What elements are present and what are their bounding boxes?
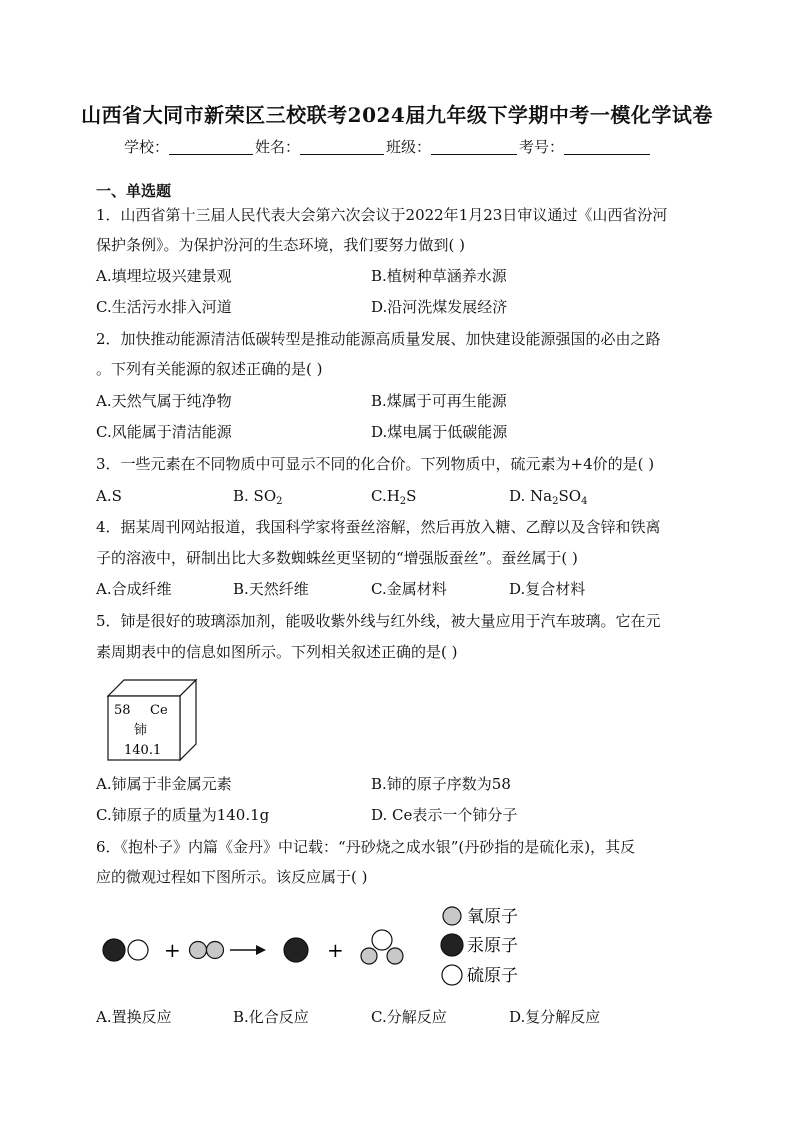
q4-option-d: D.复合材料 xyxy=(509,580,586,598)
reactant-oxygen-atom-2 xyxy=(207,942,224,959)
q3-option-b xyxy=(233,485,283,513)
q6-option-d: D.复分解反应 xyxy=(509,1008,601,1026)
q6-option-c: C.分解反应 xyxy=(371,1008,447,1026)
q1-option-d: D.沿河洗煤发展经济 xyxy=(371,298,508,316)
q2-option-d: D.煤电属于低碳能源 xyxy=(371,423,508,441)
cerium-element-cell xyxy=(104,676,200,762)
reaction-diagram xyxy=(96,900,556,1000)
school-blank xyxy=(169,138,253,155)
q6-option-b: B.化合反应 xyxy=(233,1008,309,1026)
legend-mercury-label: 汞原子 xyxy=(467,936,518,956)
element-mass: 140.1 xyxy=(124,743,162,758)
q3-option-c-main: C.H xyxy=(371,487,400,505)
q4-stem-line2: 子的溶液中，研制出比大多数蜘蛛丝更坚韧的“增强版蚕丝”。蚕丝属于( ) xyxy=(96,549,578,567)
q6-option-a: A.置换反应 xyxy=(96,1008,172,1026)
product-oxygen-atom-2 xyxy=(387,948,403,964)
reactant-sulfur-atom xyxy=(128,940,148,960)
product-sulfur-atom xyxy=(372,930,392,950)
q1-stem-line1: 1．山西省第十三届人民代表大会第六次会议于2022年1月23日审议通过《山西省汾河 xyxy=(96,206,668,224)
q3-option-d-mid: SO xyxy=(558,487,582,505)
q2-stem-line2: 。下列有关能源的叙述正确的是( ) xyxy=(96,360,323,378)
q3-stem: 3．一些元素在不同物质中可显示不同的化合价。下列物质中，硫元素为+4价的是( ) xyxy=(96,455,655,473)
q3-option-c-tail: S xyxy=(406,487,417,505)
element-atomic-number: 58 xyxy=(114,703,131,718)
q5-option-a: A.铈属于非金属元素 xyxy=(96,775,232,793)
q5-option-c: C.铈原子的质量为140.1g xyxy=(96,806,270,824)
q5-option-d: D. Ce表示一个铈分子 xyxy=(371,806,518,824)
q3-option-c-sub: 2 xyxy=(399,496,407,507)
name-label: 姓名： xyxy=(255,138,301,156)
q3-option-b-sub: 2 xyxy=(276,496,283,507)
q4-option-c: C.金属材料 xyxy=(371,580,447,598)
q3-option-b-main: B. SO xyxy=(233,487,277,505)
q3-option-d-main: D. Na xyxy=(509,487,553,505)
q1-option-a: A.填埋垃圾兴建景观 xyxy=(96,267,232,285)
q2-stem-line1: 2．加快推动能源清洁低碳转型是推动能源高质量发展、加快建设能源强国的必由之路 xyxy=(96,330,661,348)
q2-option-a: A.天然气属于纯净物 xyxy=(96,392,232,410)
q4-option-b: B.天然纤维 xyxy=(233,580,309,598)
plus-sign-2: + xyxy=(327,938,344,962)
legend-sulfur-icon xyxy=(442,965,462,985)
q5-option-b: B.铈的原子序数为58 xyxy=(371,775,511,793)
number-blank xyxy=(564,138,650,155)
element-name: 铈 xyxy=(134,723,148,738)
plus-sign-1: + xyxy=(164,938,181,962)
reactant-mercury-atom xyxy=(103,939,125,961)
reaction-arrow-head xyxy=(256,945,266,955)
q3-option-d-sub1: 2 xyxy=(552,496,559,507)
legend-mercury-icon xyxy=(441,934,463,956)
q3-option-a: A.S xyxy=(96,487,122,505)
section-heading: 一、单选题 xyxy=(96,182,172,200)
q4-option-a: A.合成纤维 xyxy=(96,580,172,598)
q1-option-b: B.植树种草涵养水源 xyxy=(371,267,507,285)
class-blank xyxy=(431,138,517,155)
legend-oxygen-label: 氧原子 xyxy=(467,907,518,927)
q2-option-c: C.风能属于清洁能源 xyxy=(96,423,232,441)
q1-option-c: C.生活污水排入河道 xyxy=(96,298,232,316)
product-mercury-atom xyxy=(284,938,308,962)
legend-oxygen-icon xyxy=(443,907,461,925)
school-label: 学校： xyxy=(124,138,170,156)
student-info-row xyxy=(124,136,652,158)
q5-stem-line1: 5．铈是很好的玻璃添加剂，能吸收紫外线与红外线，被大量应用于汽车玻璃。它在元 xyxy=(96,612,661,630)
q3-option-d-sub2: 4 xyxy=(581,496,588,507)
q3-option-d xyxy=(509,485,587,513)
legend-sulfur-label: 硫原子 xyxy=(467,966,518,986)
product-oxygen-atom-1 xyxy=(361,948,377,964)
element-symbol: Ce xyxy=(150,703,168,718)
q3-option-c xyxy=(371,485,416,513)
exam-title: 山西省大同市新荣区三校联考2024届九年级下学期中考一模化学试卷 xyxy=(81,103,713,127)
q6-stem-line2: 应的微观过程如下图所示。该反应属于( ) xyxy=(96,868,368,886)
q1-stem-line2: 保护条例》。为保护汾河的生态环境，我们要努力做到( ) xyxy=(96,236,465,254)
number-label: 考号： xyxy=(519,138,565,156)
q5-stem-line2: 素周期表中的信息如图所示。下列相关叙述正确的是( ) xyxy=(96,643,458,661)
class-label: 班级： xyxy=(386,138,432,156)
name-blank xyxy=(300,138,384,155)
reactant-oxygen-atom-1 xyxy=(190,942,207,959)
q2-option-b: B.煤属于可再生能源 xyxy=(371,392,507,410)
q6-stem-line1: 6．《抱朴子》内篇《金丹》中记载：“丹砂烧之成水银”(丹砂指的是硫化汞)，其反 xyxy=(96,838,636,856)
q4-stem-line1: 4．据某周刊网站报道，我国科学家将蚕丝溶解，然后再放入糖、乙醇以及含锌和铁离 xyxy=(96,518,661,536)
